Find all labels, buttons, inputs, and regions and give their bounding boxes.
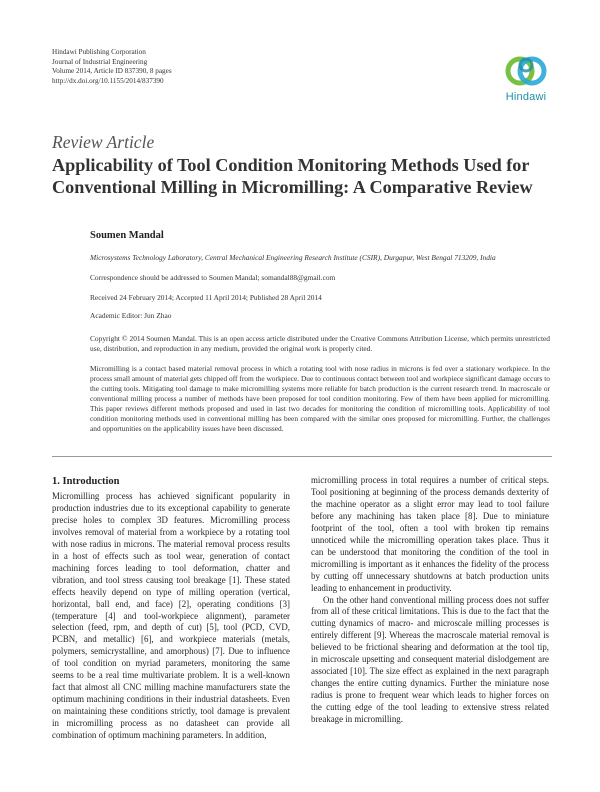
publication-dates: Received 24 February 2014; Accepted 11 April 2014; Published 28 April 2014 — [90, 293, 322, 302]
publication-info — [52, 48, 172, 86]
correspondence-line: Correspondence should be addressed to Soumen Mandal; somandal88@gmail.com — [90, 273, 336, 282]
logo-wordmark: Hindawi — [505, 91, 547, 103]
abstract: Micromilling is a contact based material removal process in which a rotating tool with nose radius in microns is fed over a stationary workpiece. In the process small amount of material gets chipped off from the workpiece. Due to continuous contact between tool and workpiece significant damage occurs to the cutting tools. Mitigating tool damage to make micromilling systems more reliable for batch production is the current research trend. In macroscale or conventional milling process a number of methods have been proposed for tool condition monitoring. Few of them have been applied for micromilling. This paper reviews different methods proposed and used in last two decades for monitoring the condition of micromilling tools. Applicability of tool condition monitoring methods used in conventional milling has been compared with the similar ones proposed for micromilling. Further, the challenges and opportunities on the applicability issues have been discussed. — [90, 364, 550, 433]
left-column — [52, 491, 290, 742]
section-heading: 1. Introduction — [52, 476, 120, 487]
author-name: Soumen Mandal — [90, 230, 164, 241]
journal-name: Journal of Industrial Engineering — [52, 57, 148, 66]
body-paragraph: Micromilling process has achieved significant popularity in production industries due to its exceptional capability to generate precise holes to complex 3D features. Micromilling process involves removal of material from a workpiece by a rotating tool with nose radius in microns. The material removal process results in a host of effects such as tool wear, generation of contact machining forces leading to tool deformation, chatter and vibration, and tool stress causing tool breakage [1]. These stated effects heavily depend on type of milling operation (vertical, horizontal, ball end, and face) [2], operating conditions [3] (temperature [4] and tool-workpiece alignment), parameter selection (feed, rpm, and depth of cut) [5], tool (PCD, CVD, PCBN, and metallic) [6], and workpiece materials (metals, polymers, semicrystalline, and amorphous) [7]. Due to influence of tool condition on myriad parameters, monitoring the same seems to be a real time multivariate problem. It is a well-known fact that almost all CNC milling machine manufacturers state the optimum machining conditions in their industrial datasheets. Even on maintaining these conditions strictly, tool damage is prevalent in micromilling process as no datasheet can provide all combination of optimum machining parameters. In addition, — [52, 491, 290, 741]
academic-editor: Academic Editor: Jun Zhao — [90, 311, 172, 320]
volume-info: Volume 2014, Article ID 837390, 8 pages — [52, 67, 172, 76]
author-affiliation: Microsystems Technology Laboratory, Central Mechanical Engineering Research Institute (CSIR), Durgapur, West Bengal 713209, India — [90, 253, 496, 262]
section-divider — [52, 456, 552, 457]
body-paragraph: On the other hand conventional milling process does not suffer from all of these critical limitations. This is due to the fact that the cutting dynamics of macro- and microscale milling processes is entirely different [9]. Whereas the macroscale material removal is believed to be frictional shearing and deformation at the tool tip, in microscale upsetting and consequent material dislodgement are associated [10]. The size effect as explained in the next paragraph changes the entire cutting dynamics. Further the miniature nose radius is prone to frequent wear which leads to higher forces on the cutting edge of the tool leading to extensive stress related breakage in micromilling. — [311, 594, 549, 725]
right-column — [311, 475, 549, 726]
body-paragraph: micromilling process in total requires a number of critical steps. Tool positioning at beginning of the process demands dexterity of the machine operator as a slight error may lead to tool failure before any machining has taken place [8]. Due to miniature footprint of the tool, often a tool with broken tip remains unnoticed while the micromilling operation takes place. Thus it can be understood that monitoring the condition of the tool in micromilling is important as it enhances the fidelity of the process by cutting off unnecessary shutdowns at batch production units leading to enhancement in productivity. — [311, 475, 549, 593]
paper-title: Applicability of Tool Condition Monitoring Methods Used for Conventional Milling in Micromilling: A Comparative Review — [52, 155, 533, 197]
article-type: Review Article — [52, 132, 155, 152]
copyright-notice: Copyright © 2014 Soumen Mandal. This is an open access article distributed under the Creative Commons Attribution License, which permits unrestricted use, distribution, and reproduction in any medium, provided the original work is properly cited. — [90, 334, 550, 353]
doi-link[interactable]: http://dx.doi.org/10.1155/2014/837390 — [52, 76, 164, 85]
publisher-name: Hindawi Publishing Corporation — [52, 48, 146, 56]
